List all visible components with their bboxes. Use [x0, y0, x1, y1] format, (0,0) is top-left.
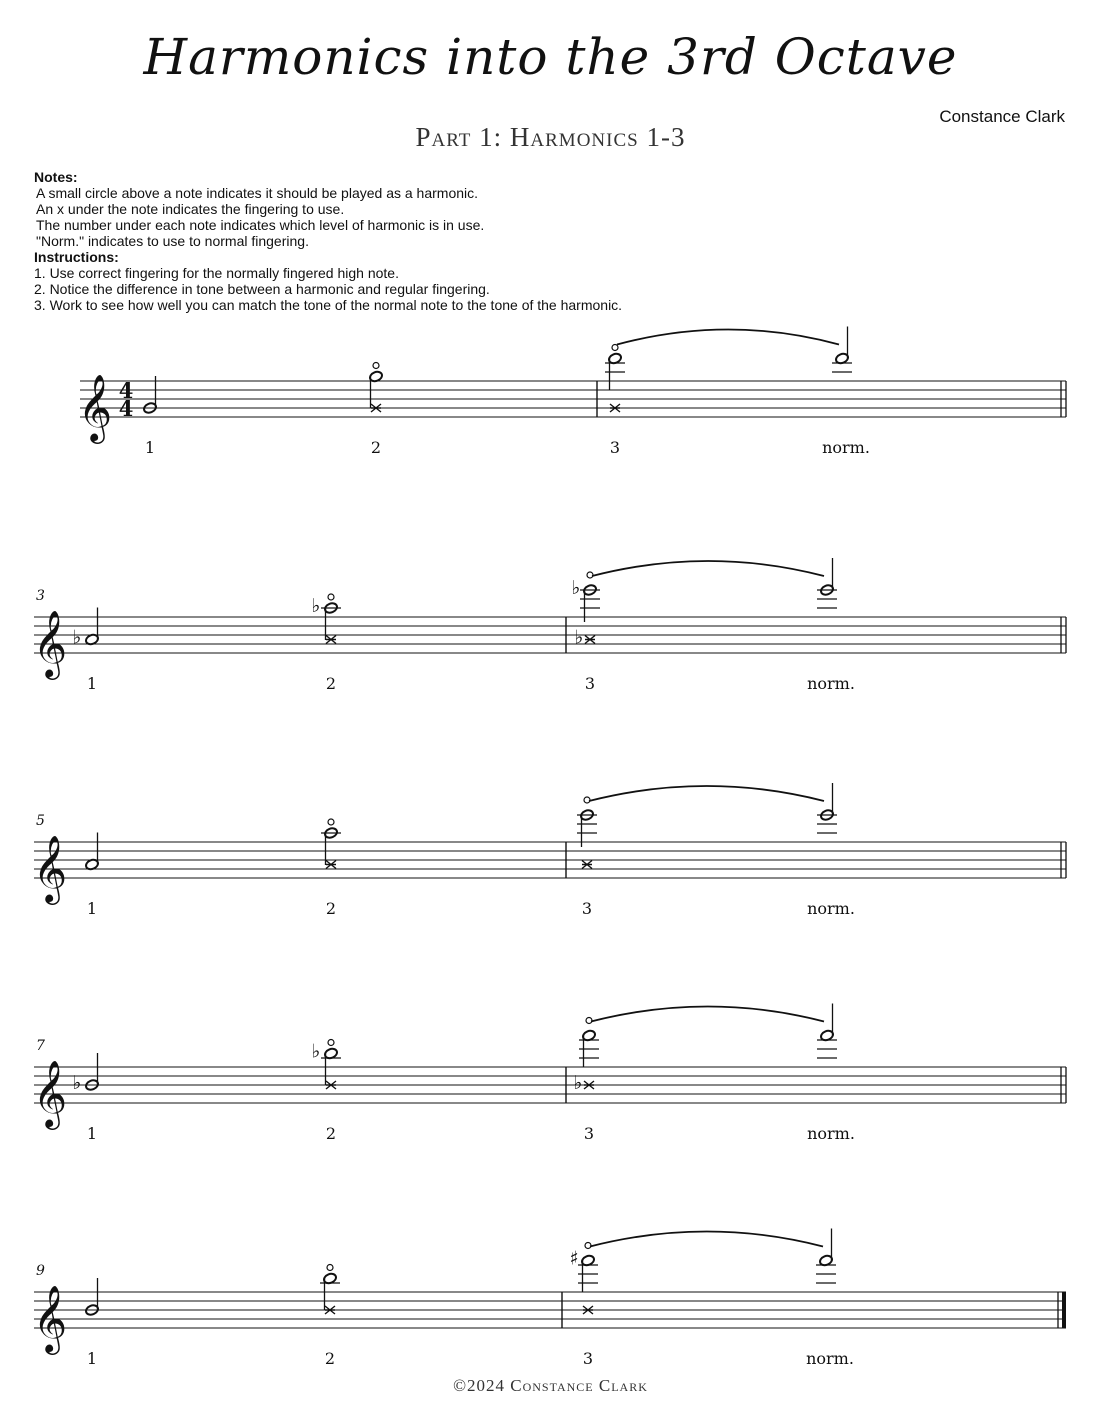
fingering-x-notehead: [326, 1081, 336, 1089]
harmonic-circle: [373, 363, 379, 369]
final-barline-thick: [1062, 1292, 1066, 1328]
harmonic-level-label: 3: [609, 438, 621, 457]
fingering-x-notehead: [610, 404, 620, 412]
norm-label: norm.: [807, 674, 855, 693]
harmonic-level-label: 1: [86, 674, 98, 693]
treble-clef-icon: 𝄞: [32, 609, 68, 677]
harmonic-level-label: 2: [325, 899, 337, 918]
measure-number: 5: [36, 813, 45, 829]
treble-clef-icon: 𝄞: [32, 1284, 68, 1352]
instructions-heading: Instructions:: [34, 249, 119, 265]
instructions-line: 3. Work to see how well you can match the tone of the normal note to the tone of the harmonic.: [34, 297, 623, 313]
tie-arc: [589, 786, 824, 801]
harmonic-circle: [328, 819, 334, 825]
measure-number: 7: [36, 1038, 45, 1054]
fingering-x-notehead: [371, 404, 381, 412]
harmonic-level-label: 2: [370, 438, 382, 457]
composer-name: Constance Clark: [939, 107, 1065, 126]
instructions-line: 1. Use correct fingering for the normally fingered high note.: [34, 265, 399, 281]
tie-arc: [617, 330, 839, 345]
fingering-x-notehead: [325, 1306, 335, 1314]
notes-line: A small circle above a note indicates it should be played as a harmonic.: [36, 185, 479, 201]
flat-icon: ♭: [311, 1040, 321, 1063]
flat-icon: ♭: [72, 1072, 82, 1094]
harmonic-circle: [328, 594, 334, 600]
harmonic-level-label: 1: [86, 1349, 98, 1368]
page-title: Harmonics into the 3rd Octave: [143, 28, 958, 86]
harmonic-level-label: 2: [325, 1124, 337, 1143]
fingering-x-notehead: [583, 1306, 593, 1314]
notes-line: "Norm." indicates to use to normal fingering.: [36, 233, 309, 249]
harmonic-level-label: 3: [581, 899, 593, 918]
treble-clef-icon: 𝄞: [32, 1059, 68, 1127]
notes-line: An x under the note indicates the fingering to use.: [36, 201, 345, 217]
fingering-x-notehead: [582, 861, 592, 869]
time-signature-numerator: 4: [118, 378, 134, 403]
fingering-x-notehead: [585, 636, 595, 644]
page-subtitle: Part 1: Harmonics 1-3: [415, 122, 686, 152]
harmonic-level-label: 2: [325, 674, 337, 693]
fingering-x-notehead: [326, 636, 336, 644]
measure-number: 9: [36, 1263, 45, 1279]
norm-label: norm.: [822, 438, 870, 457]
harmonic-level-label: 3: [584, 674, 596, 693]
harmonic-level-label: 3: [582, 1349, 594, 1368]
time-signature-denominator: 4: [118, 396, 134, 421]
harmonic-circle: [612, 345, 618, 351]
norm-label: norm.: [807, 1124, 855, 1143]
harmonic-circle: [587, 572, 593, 578]
copyright-footer: ©2024 Constance Clark: [453, 1376, 648, 1395]
flat-icon: ♭: [72, 626, 82, 649]
harmonic-level-label: 2: [324, 1349, 336, 1368]
harmonic-level-label: 3: [583, 1124, 595, 1143]
flat-icon: ♭: [571, 577, 581, 599]
tie-arc: [591, 1007, 824, 1022]
harmonic-circle: [328, 1040, 334, 1046]
tie-arc: [592, 561, 824, 576]
flat-icon: ♭: [574, 626, 584, 649]
norm-label: norm.: [806, 1349, 854, 1368]
notes-line: The number under each note indicates which level of harmonic is in use.: [36, 217, 485, 233]
flat-icon: ♭: [573, 1072, 583, 1094]
harmonic-level-label: 1: [86, 1124, 98, 1143]
fingering-x-notehead: [584, 1081, 594, 1089]
harmonic-circle: [584, 797, 590, 803]
harmonic-level-label: 1: [86, 899, 98, 918]
harmonic-circle: [585, 1243, 591, 1249]
harmonic-circle: [586, 1018, 592, 1024]
harmonic-circle: [327, 1265, 333, 1271]
tie-arc: [590, 1232, 823, 1247]
treble-clef-icon: 𝄞: [32, 834, 68, 902]
harmonic-level-label: 1: [144, 438, 156, 457]
norm-label: norm.: [807, 899, 855, 918]
fingering-x-notehead: [326, 861, 336, 869]
measure-number: 3: [36, 588, 45, 604]
sharp-icon: ♯: [569, 1247, 579, 1270]
flat-icon: ♭: [311, 595, 321, 617]
instructions-line: 2. Notice the difference in tone between a harmonic and regular fingering.: [34, 281, 490, 297]
notes-heading: Notes:: [34, 169, 78, 185]
treble-clef-icon: 𝄞: [77, 373, 113, 441]
